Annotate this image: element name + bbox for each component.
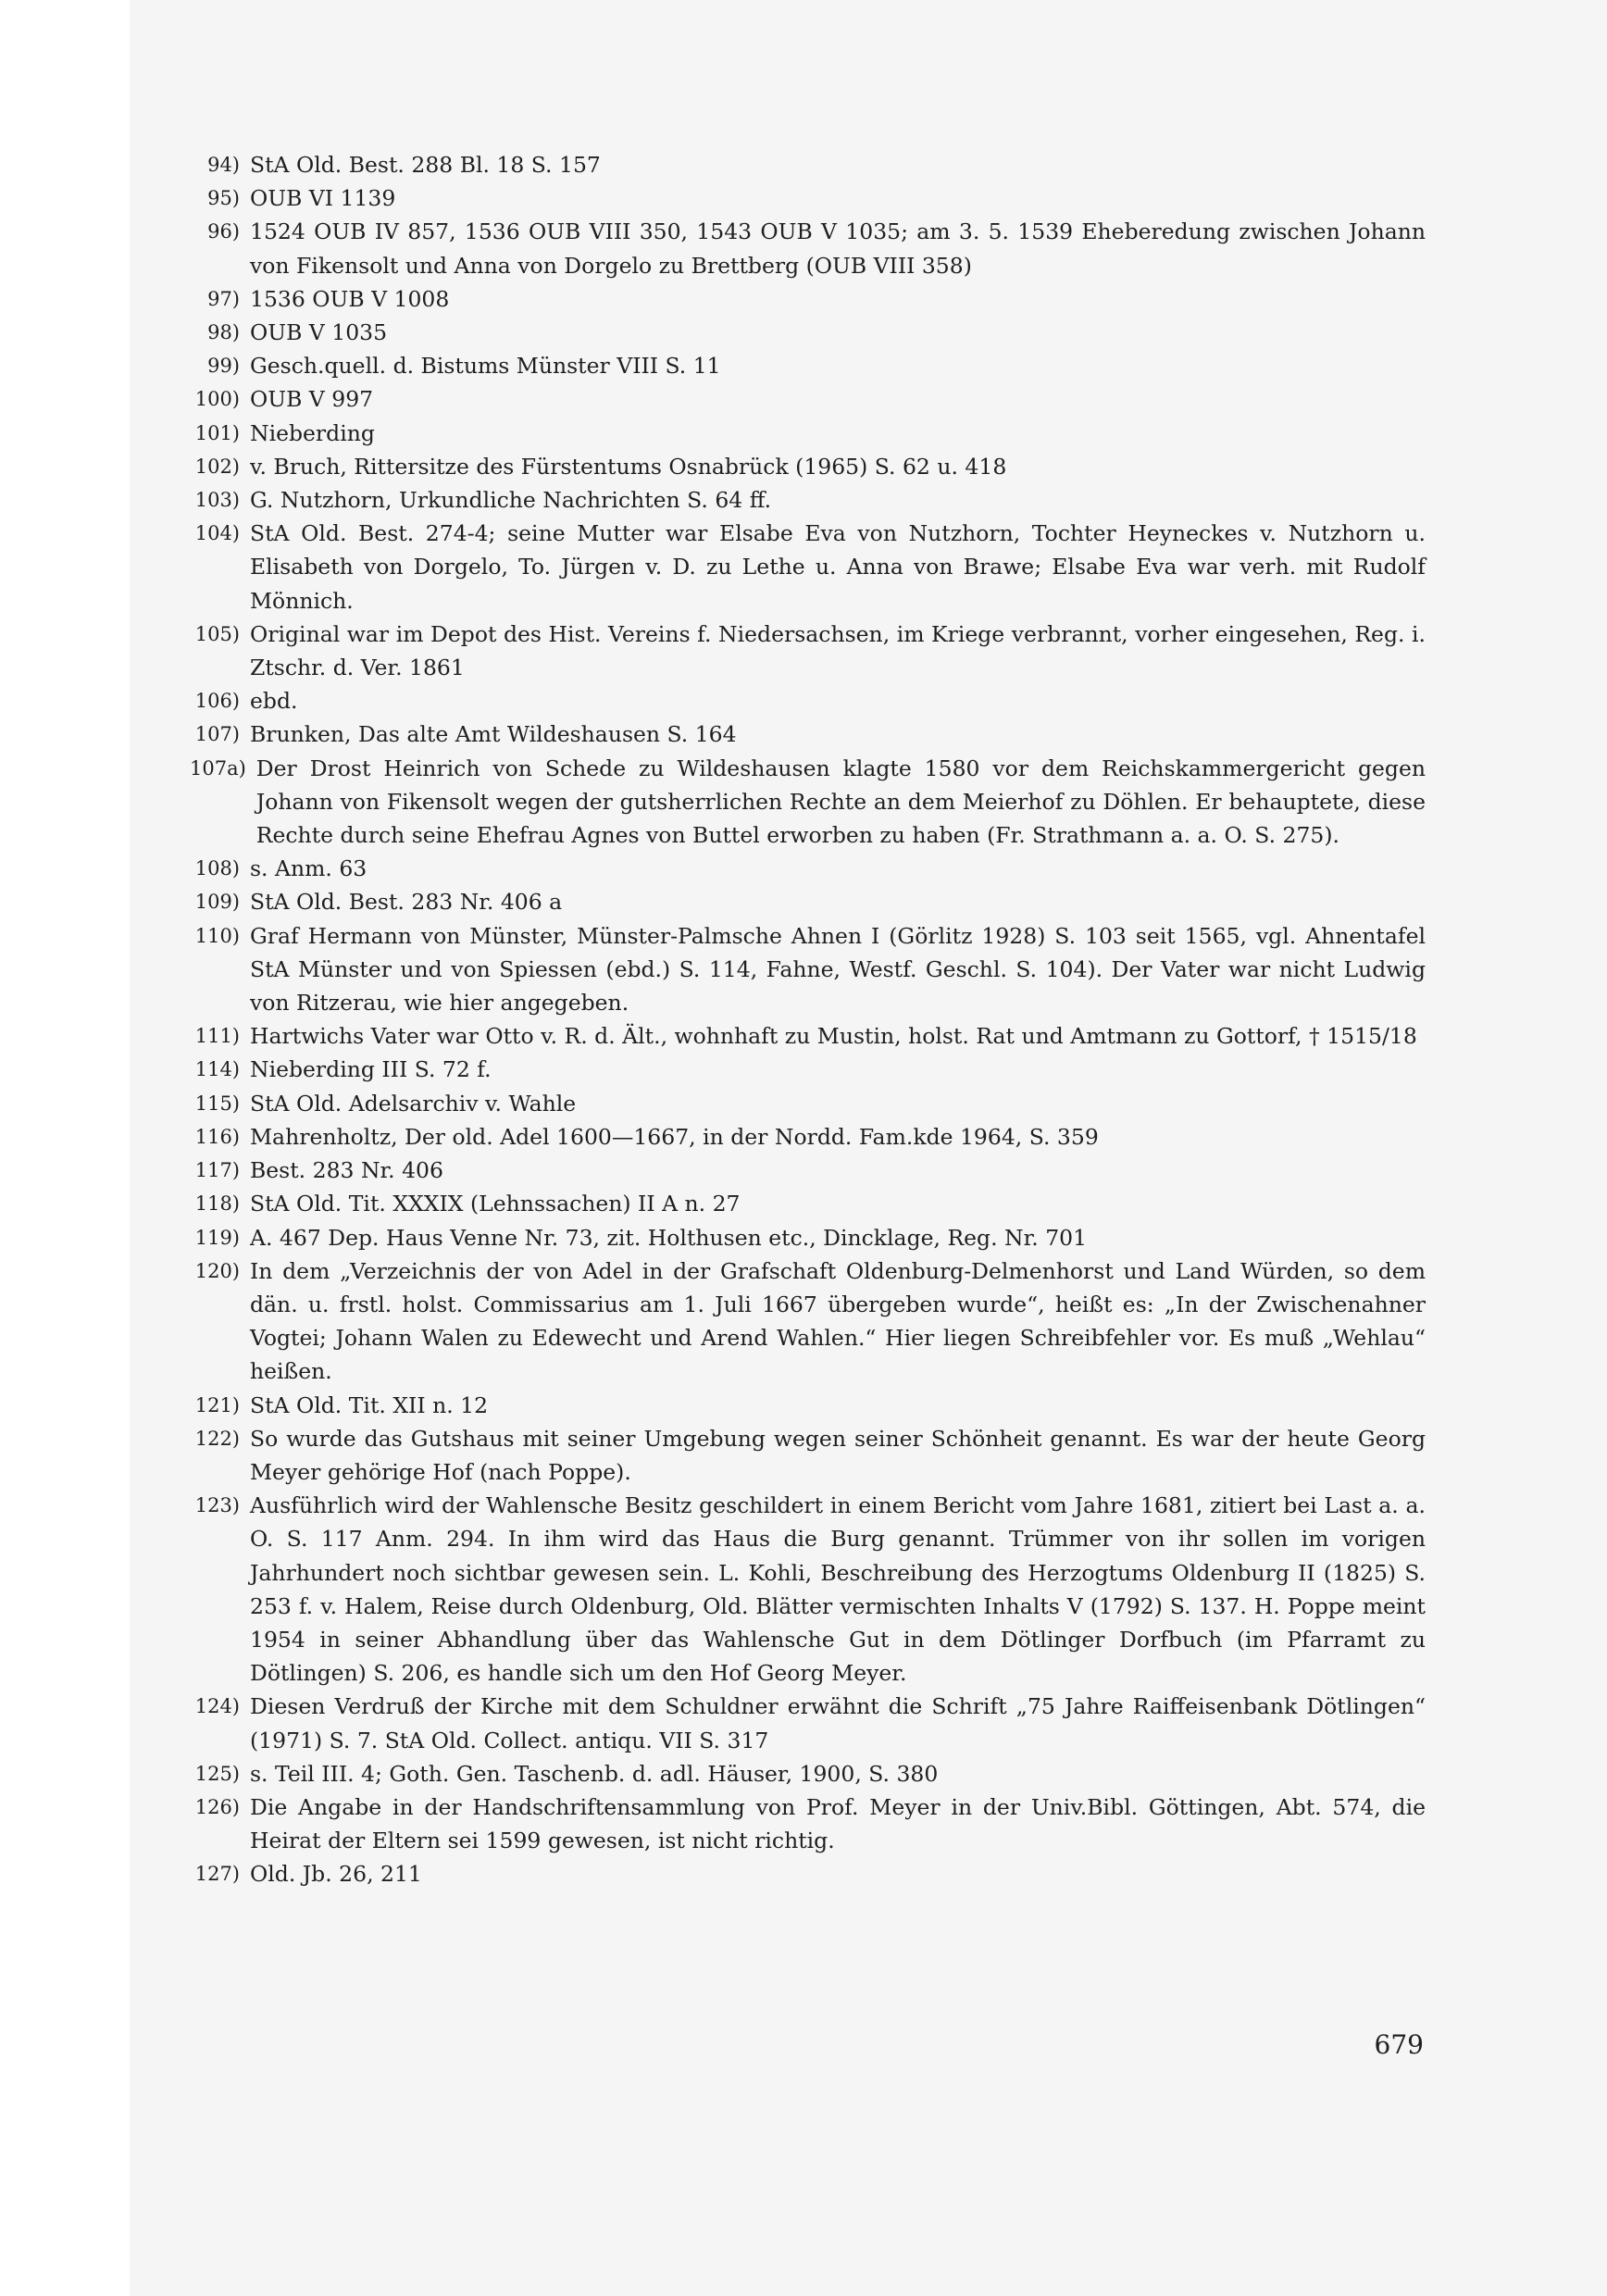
footnote-text: StA Old. Best. 283 Nr. 406 a (250, 889, 563, 916)
footnote-number: 125) (194, 1762, 240, 1785)
footnote (190, 1857, 1426, 1890)
footnote-number: 102) (194, 455, 240, 478)
footnote-text: 1524 OUB IV 857, 1536 OUB VIII 350, 1543 OUB V 1035; am 3. 5. 1539 Eheberedung zwischen Johann von Fikensolt und Anna von Dorgelo zu Brettberg (OUB VIII 358) (250, 218, 1426, 279)
footnote-number: 108) (194, 857, 240, 880)
footnote-number: 95) (207, 187, 240, 210)
footnote-number: 122) (194, 1427, 240, 1450)
footnote (190, 382, 1426, 416)
footnote-text: s. Teil III. 4; Goth. Gen. Taschenb. d. adl. Häuser, 1900, S. 380 (250, 1760, 939, 1787)
footnote-text: StA Old. Tit. XII n. 12 (250, 1391, 489, 1418)
footnote-text: OUB V 997 (250, 386, 374, 413)
footnote (190, 885, 1426, 918)
footnote-text: 1536 OUB V 1008 (250, 285, 450, 312)
footnotes-list (190, 148, 1426, 1891)
footnote-text: s. Anm. 63 (250, 855, 367, 882)
footnote-number: 121) (194, 1393, 240, 1416)
footnote (190, 148, 1426, 181)
footnote (190, 1120, 1426, 1154)
footnote (190, 1087, 1426, 1120)
footnote-text: Die Angabe in der Handschriftensammlung von Prof. Meyer in der Univ.Bibl. Göttingen, Abt. 574, die Heirat der Eltern sei 1599 gewesen, ist nicht richtig. (250, 1793, 1426, 1854)
footnote (190, 316, 1426, 349)
footnote-text: G. Nutzhorn, Urkundliche Nachrichten S. 64 ff. (250, 487, 772, 514)
footnote (190, 1187, 1426, 1220)
footnote (190, 1019, 1426, 1053)
footnote-text: Nieberding III S. 72 f. (250, 1056, 492, 1083)
footnote-number: 106) (194, 690, 240, 713)
footnote (190, 618, 1426, 684)
footnote-number: 118) (194, 1192, 240, 1216)
footnote-text: Old. Jb. 26, 211 (250, 1861, 422, 1888)
footnote-text: StA Old. Best. 274-4; seine Mutter war Elsabe Eva von Nutzhorn, Tochter Heyneckes v. Nutzhorn u. Elisabeth von Dorgelo, To. Jürgen v. D. zu Lethe u. Anna von Brawe; Elsabe Eva war verh. mit Rudolf Mönnich. (250, 520, 1426, 614)
footnote-number: 124) (194, 1695, 240, 1718)
footnote-number: 116) (194, 1125, 240, 1148)
footnote-number: 119) (194, 1226, 240, 1249)
footnote-text: Hartwichs Vater war Otto v. R. d. Ält., wohnhaft zu Mustin, holst. Rat und Amtmann zu Gottorf, † 1515/18 (250, 1023, 1417, 1050)
footnote (190, 1489, 1426, 1690)
footnote (190, 215, 1426, 281)
footnote (190, 1422, 1426, 1489)
footnote-number: 109) (194, 891, 240, 914)
footnote-number: 120) (194, 1259, 240, 1282)
footnote-text: Gesch.quell. d. Bistums Münster VIII S. 11 (250, 353, 721, 380)
footnote-number: 110) (194, 924, 240, 947)
footnote-number: 103) (194, 489, 240, 512)
footnote-number: 107) (194, 723, 240, 746)
footnote-number: 114) (194, 1058, 240, 1081)
footnote-text: Diesen Verdruß der Kirche mit dem Schuldner erwähnt die Schrift „75 Jahre Raiffeisenbank Dötlingen“ (1971) S. 7. StA Old. Collect. antiqu. VII S. 317 (250, 1693, 1426, 1753)
footnote-number: 98) (207, 321, 240, 344)
footnote-text: A. 467 Dep. Haus Venne Nr. 73, zit. Holthusen etc., Dincklage, Reg. Nr. 701 (250, 1224, 1088, 1251)
footnote-number: 115) (194, 1092, 240, 1115)
footnote-text: So wurde das Gutshaus mit seiner Umgebung wegen seiner Schönheit genannt. Es war der heute Georg Meyer gehörige Hof (nach Poppe). (250, 1425, 1426, 1485)
footnote-text: Der Drost Heinrich von Schede zu Wildeshausen klagte 1580 vor dem Reichskammergericht gegen Johann von Fikensolt wegen der gutsherrlichen Rechte an dem Meierhof zu Döhlen. Er behauptete, diese Rechte durch seine Ehefrau Agnes von Buttel erworben zu haben (Fr. Strathmann a. a. O. S. 275). (255, 755, 1426, 849)
footnote-number: 111) (194, 1025, 240, 1048)
footnote-number: 127) (194, 1863, 240, 1886)
footnote-number: 100) (194, 388, 240, 411)
footnote (190, 450, 1426, 483)
footnote (190, 852, 1426, 885)
footnote (190, 1791, 1426, 1857)
footnote-text: Graf Hermann von Münster, Münster-Palmsche Ahnen I (Görlitz 1928) S. 103 seit 1565, vgl. Ahnentafel StA Münster und von Spiessen (ebd.) S. 114, Fahne, Westf. Geschl. S. 104). Der Vater war nicht Ludwig von Ritzerau, wie hier angegeben. (250, 922, 1426, 1017)
footnote (190, 752, 1426, 853)
footnote-number: 104) (194, 522, 240, 545)
footnote-text: StA Old. Adelsarchiv v. Wahle (250, 1090, 577, 1117)
footnote-number: 101) (194, 421, 240, 444)
footnote (190, 483, 1426, 517)
footnote (190, 1221, 1426, 1254)
footnote (190, 1154, 1426, 1187)
footnote (190, 684, 1426, 718)
footnote-text: StA Old. Tit. XXXIX (Lehnssachen) II A n. 27 (250, 1191, 741, 1217)
footnote-text: Nieberding (250, 419, 375, 446)
footnote-text: Mahrenholtz, Der old. Adel 1600—1667, in der Nordd. Fam.kde 1964, S. 359 (250, 1123, 1099, 1150)
footnote-text: Original war im Depot des Hist. Vereins f. Niedersachsen, im Kriege verbrannt, vorher eingesehen, Reg. i. Ztschr. d. Ver. 1861 (250, 620, 1426, 681)
footnote-number: 126) (194, 1795, 240, 1818)
footnote (190, 919, 1426, 1020)
footnote (190, 718, 1426, 751)
footnote-text: In dem „Verzeichnis der von Adel in der Grafschaft Oldenburg-Delmenhorst und Land Würden, so dem dän. u. frstl. holst. Commissarius am 1. Juli 1667 übergeben wurde“, heißt es: „In der Zwischenahner Vogtei; Johann Walen zu Edewecht und Arend Wahlen.“ Hier liegen Schreibfehler vor. Es muß „Wehlau“ heißen. (250, 1257, 1426, 1385)
footnote (190, 1053, 1426, 1086)
footnote-text: OUB V 1035 (250, 319, 388, 346)
footnote-text: StA Old. Best. 288 Bl. 18 S. 157 (250, 152, 601, 178)
footnote-number: 94) (207, 154, 240, 176)
footnote-number: 117) (194, 1159, 240, 1182)
footnote-number: 96) (207, 220, 240, 243)
footnote-number: 97) (207, 287, 240, 310)
footnote (190, 349, 1426, 382)
footnote-text: ebd. (250, 688, 298, 715)
footnote-text: v. Bruch, Rittersitze des Fürstentums Osnabrück (1965) S. 62 u. 418 (250, 453, 1007, 480)
footnote-number: 107a) (190, 756, 246, 780)
footnote-number: 105) (194, 622, 240, 645)
footnote (190, 417, 1426, 450)
footnote (190, 282, 1426, 316)
footnote (190, 517, 1426, 618)
footnote (190, 1389, 1426, 1422)
footnote-text: OUB VI 1139 (250, 185, 396, 212)
footnote (190, 1254, 1426, 1389)
page-number: 679 (1374, 2029, 1424, 2060)
footnote-number: 99) (207, 355, 240, 378)
footnote-text: Brunken, Das alte Amt Wildeshausen S. 164 (250, 721, 737, 748)
footnote-text: Best. 283 Nr. 406 (250, 1157, 443, 1184)
footnote-number: 123) (194, 1494, 240, 1517)
footnote (190, 181, 1426, 215)
footnote (190, 1757, 1426, 1791)
footnote (190, 1690, 1426, 1756)
footnote-text: Ausführlich wird der Wahlensche Besitz geschildert in einem Bericht vom Jahre 1681, zitiert bei Last a. a. O. S. 117 Anm. 294. In ihm wird das Haus die Burg genannt. Trümmer von ihr sollen im vorigen Jahrhundert noch sichtbar gewesen sein. L. Kohli, Beschreibung des Herzogtums Oldenburg II (1825) S. 253 f. v. Halem, Reise durch Oldenburg, Old. Blätter vermischten Inhalts V (1792) S. 137. H. Poppe meint 1954 in seiner Abhandlung über das Wahlensche Gut in dem Dötlinger Dorfbuch (im Pfarramt zu Dötlingen) S. 206, es handle sich um den Hof Georg Meyer. (250, 1492, 1426, 1687)
